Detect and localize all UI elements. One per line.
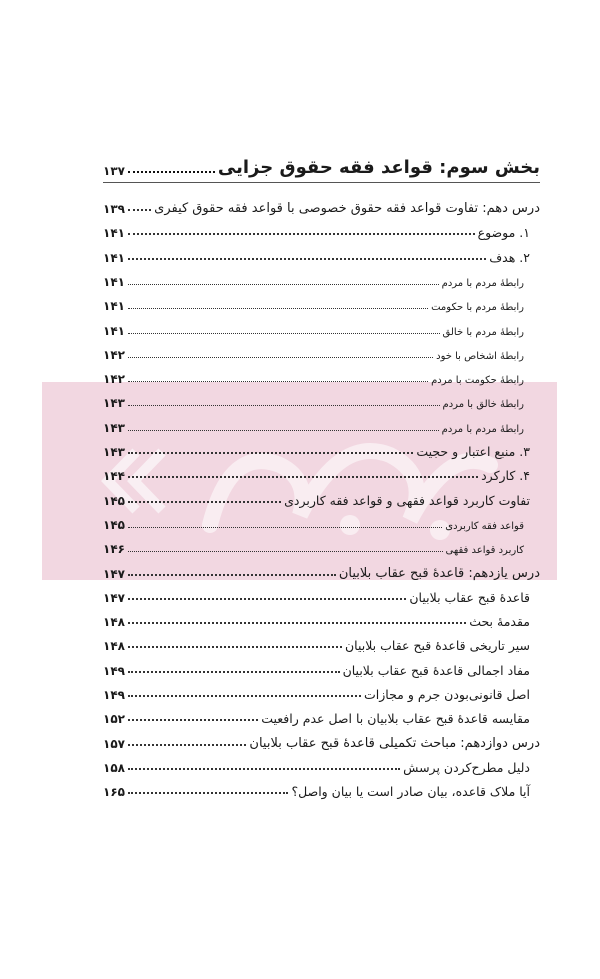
entry-page-number: ۱۵۲	[103, 712, 125, 727]
toc-entry-item	[103, 775, 540, 799]
entry-page-number: ۱۴۱	[103, 250, 125, 265]
toc-entry-sub	[103, 338, 540, 362]
leader-dots	[128, 718, 258, 721]
leader-dots	[128, 573, 336, 576]
leader-dots	[128, 232, 475, 235]
entry-page-number: ۱۴۱	[103, 323, 125, 338]
toc-entry-sub	[103, 411, 540, 435]
toc-entry-sub	[103, 362, 540, 386]
table-of-contents	[103, 0, 540, 979]
toc-entry-lesson	[103, 557, 540, 581]
toc-entry-item	[103, 605, 540, 629]
entry-page-number: ۱۴۱	[103, 226, 125, 241]
entry-page-number: ۱۴۷	[103, 566, 125, 581]
entry-title: ۲. هدف	[489, 249, 530, 265]
leader-dots	[128, 500, 281, 503]
entry-page-number: ۱۵۷	[103, 736, 125, 751]
entry-title: درس یازدهم: قاعدۀ قبح عقاب بلابیان	[338, 565, 540, 581]
toc-entry-item	[103, 678, 540, 702]
entry-title: آیا ملاک قاعده، بیان صادر است یا بیان واصل؟	[291, 784, 530, 800]
entry-title: دلیل مطرح‌کردن پرسش	[403, 759, 530, 775]
toc-entry-item	[103, 702, 540, 726]
entry-page-number: ۱۴۳	[103, 420, 125, 435]
toc-entry-item	[103, 581, 540, 605]
leader-dots	[128, 380, 428, 382]
entry-title: سیر تاریخی قاعدۀ قبح عقاب بلابیان	[344, 638, 530, 654]
leader-dots	[128, 257, 486, 260]
entry-page-number: ۱۴۶	[103, 542, 125, 557]
leader-dots	[128, 550, 443, 552]
leader-dots	[128, 451, 413, 454]
entry-page-number: ۱۵۸	[103, 760, 125, 775]
entry-title: مقایسه قاعدۀ قبح عقاب بلابیان با اصل عدم رافعیت	[261, 711, 530, 727]
toc-entry-item	[103, 216, 540, 240]
toc-entry-lesson	[103, 727, 540, 751]
leader-dots	[128, 597, 406, 600]
entry-page-number: ۱۴۳	[103, 396, 125, 411]
entry-page-number: ۱۶۵	[103, 785, 125, 800]
toc-entry-sub	[103, 289, 540, 313]
entry-page-number: ۱۴۹	[103, 688, 125, 702]
leader-dots	[128, 332, 440, 334]
entry-title: رابطۀ اشخاص با خود	[436, 350, 524, 362]
part-page-number: ۱۳۷	[103, 164, 125, 178]
entry-title: ۳. منبع اعتبار و حجیت	[416, 444, 530, 459]
entry-title: درس دوازدهم: مباحث تکمیلی قاعدۀ قبح عقاب بلابیان	[249, 735, 540, 751]
entry-page-number: ۱۴۵	[103, 517, 125, 532]
entry-page-number: ۱۳۹	[103, 202, 125, 216]
leader-dots	[128, 356, 433, 358]
toc-entry-item	[103, 751, 540, 775]
toc-entry-sub	[103, 265, 540, 289]
entry-title: رابطۀ مردم با حکومت	[431, 302, 524, 314]
entry-page-number: ۱۴۴	[103, 469, 125, 484]
leader-dots	[128, 645, 342, 648]
entry-page-number: ۱۴۱	[103, 274, 125, 289]
leader-dots	[128, 429, 439, 431]
entry-title: ۴. کارکرد	[481, 468, 530, 484]
leader-dots	[128, 743, 246, 746]
entry-title: رابطۀ مردم با مردم	[441, 423, 524, 435]
entry-title: تفاوت کاربرد قواعد فقهی و قواعد فقه کاربردی	[284, 492, 530, 508]
toc-entry-sub	[103, 314, 540, 338]
entry-title: رابطۀ مردم با خالق	[442, 326, 524, 338]
entry-title: رابطۀ مردم با مردم	[441, 277, 524, 289]
entry-title: مفاد اجمالی قاعدۀ قبح عقاب بلابیان	[342, 662, 530, 678]
entry-page-number: ۱۴۸	[103, 615, 125, 630]
part-divider-line	[103, 182, 540, 183]
toc-entry-item	[103, 654, 540, 678]
leader-dots	[128, 170, 215, 173]
entry-page-number: ۱۴۲	[103, 372, 125, 387]
leader-dots	[128, 307, 428, 309]
leader-dots	[128, 670, 340, 673]
part-title: بخش سوم: قواعد فقه حقوق جزایی	[217, 157, 540, 178]
leader-dots	[128, 526, 442, 528]
entry-page-number: ۱۴۲	[103, 347, 125, 362]
toc-entry-sub	[103, 532, 540, 556]
leader-dots	[128, 475, 478, 478]
leader-dots	[128, 621, 466, 624]
leader-dots	[128, 404, 440, 406]
toc-entry-item	[103, 629, 540, 653]
toc-entry-item	[103, 484, 540, 508]
entry-page-number: ۱۴۸	[103, 639, 125, 654]
toc-entry-item	[103, 459, 540, 483]
entry-page-number: ۱۴۱	[103, 299, 125, 314]
entry-page-number: ۱۴۳	[103, 445, 125, 459]
entry-title: رابطۀ حکومت با مردم	[431, 375, 524, 387]
leader-dots	[128, 767, 400, 770]
entry-page-number: ۱۴۹	[103, 663, 125, 678]
entry-title: رابطۀ خالق با مردم	[442, 399, 524, 411]
entry-page-number: ۱۴۷	[103, 590, 125, 605]
leader-dots	[128, 694, 361, 697]
toc-entry-item	[103, 435, 540, 459]
leader-dots	[128, 208, 151, 211]
entry-title: ۱. موضوع	[477, 225, 530, 241]
entry-title: قواعد فقه کاربردی	[445, 520, 524, 532]
toc-part-heading	[103, 148, 540, 178]
entry-title: کاربرد قواعد فقهی	[445, 545, 524, 557]
entry-title: قاعدۀ قبح عقاب بلابیان	[409, 589, 530, 605]
leader-dots	[128, 791, 289, 794]
entry-title: درس دهم: تفاوت قواعد فقه حقوق خصوصی با قواعد فقه حقوق کیفری	[154, 201, 540, 216]
entry-title: مقدمۀ بحث	[469, 614, 530, 630]
toc-entry-sub	[103, 508, 540, 532]
toc-entry-sub	[103, 386, 540, 410]
toc-entry-item	[103, 241, 540, 265]
entry-page-number: ۱۴۵	[103, 493, 125, 508]
toc-entry-lesson	[103, 192, 540, 216]
leader-dots	[128, 283, 439, 285]
entry-title: اصل قانونی‌بودن جرم و مجازات	[364, 687, 530, 702]
